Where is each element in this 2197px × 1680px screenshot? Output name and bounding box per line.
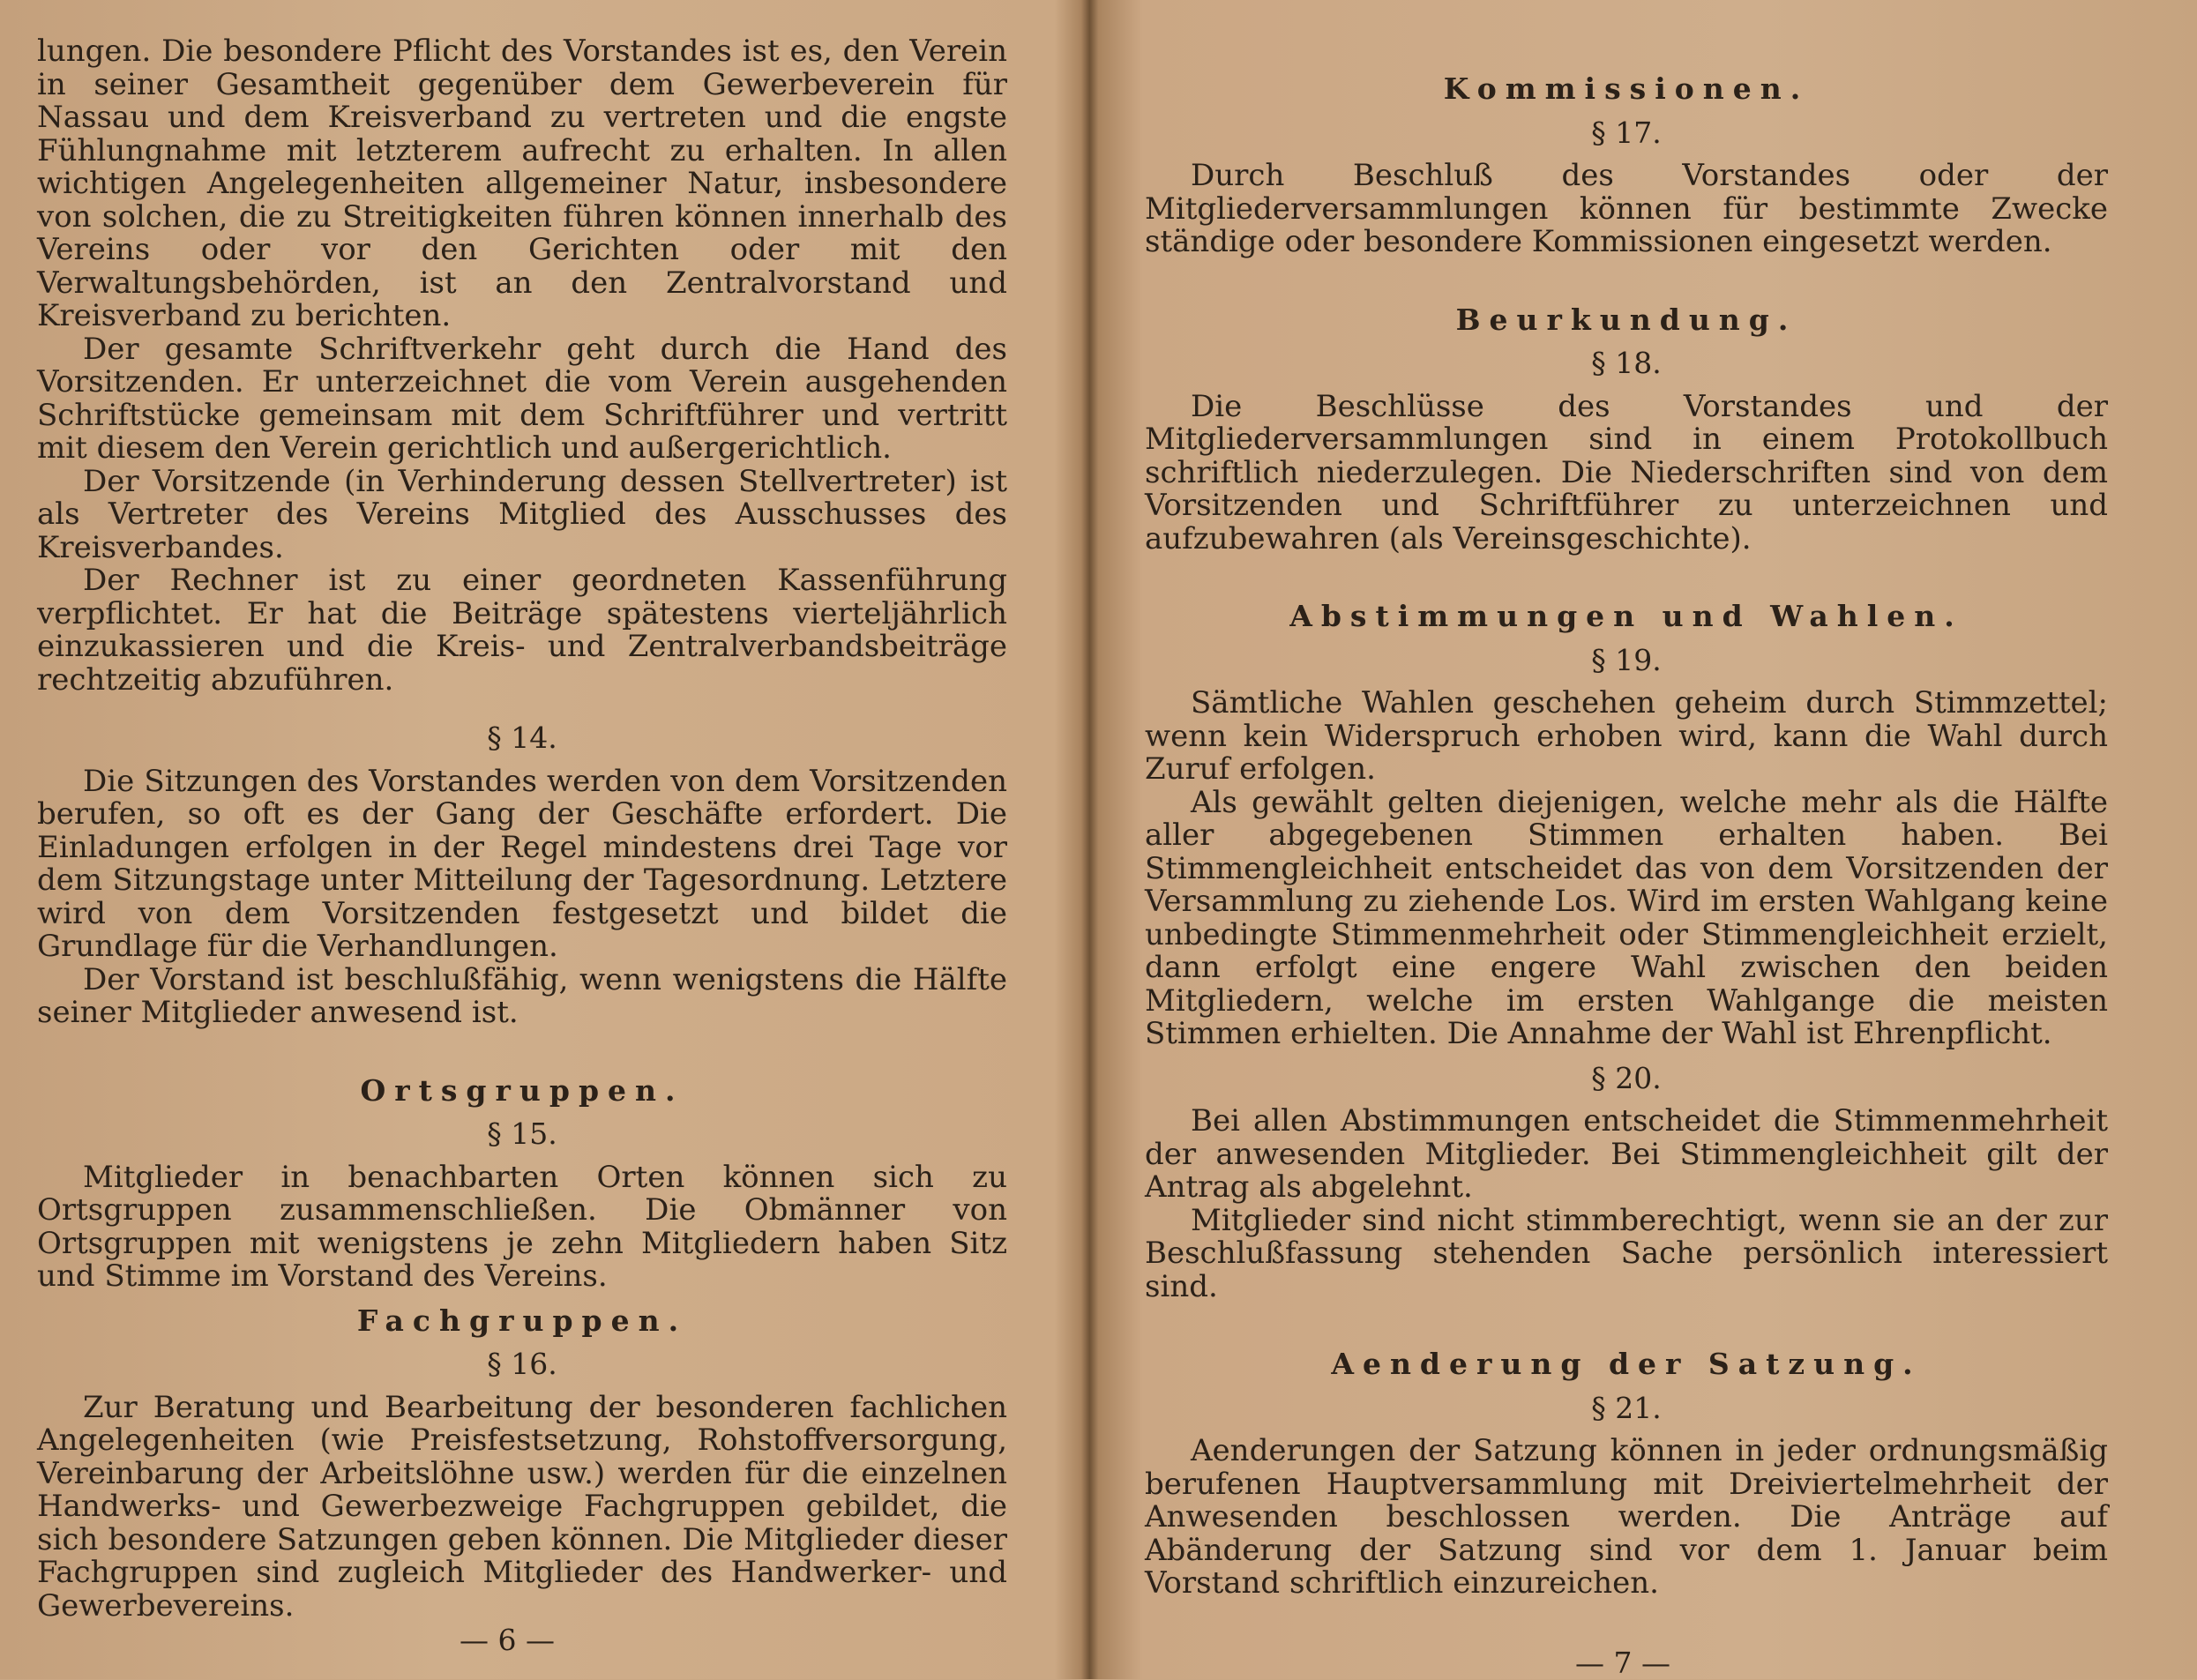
- section-number: § 17.: [1591, 115, 1662, 150]
- paragraph: Der Vorstand ist beschlußfähig, wenn wenigstens die Hälfte seiner Mitglieder anwesend ist.: [37, 961, 1007, 1030]
- section-number: § 14.: [487, 721, 557, 755]
- paragraph: Als gewählt gelten diejenigen, welche mehr als die Hälfte aller abgegebenen Stimmen erhalten haben. Bei Stimmengleichheit entscheidet das von dem Vorsitzenden der Versammlung zu ziehende Los. Wird im ersten Wahlgang keine unbedingte Stimmenmehrheit oder Stimmengleichheit erzielt, dann erfolgt eine engere Wahl zwischen den beiden Mitgliedern, welche im ersten Wahlgange die meisten Stimmen erhielten. Die Annahme der Wahl ist Ehrenpflicht.: [1145, 784, 2108, 1051]
- paragraph: Durch Beschluß des Vorstandes oder der Mitgliederversammlungen können für bestimmte Zwecke ständige oder besondere Kommissionen eingesetzt werden.: [1145, 158, 2108, 259]
- section-number: § 16.: [487, 1347, 557, 1381]
- paragraph: lungen. Die besondere Pflicht des Vorstandes ist es, den Verein in seiner Gesamtheit gegenüber dem Gewerbeverein für Nassau und dem Kreisverband zu vertreten und die engste Fühlungnahme mit letzterem aufrecht zu erhalten. In allen wichtigen Angelegenheiten allgemeiner Natur, insbesondere von solchen, die zu Streitigkeiten führen können innerhalb des Vereins oder vor den Gerichten oder mit den Verwaltungsbehörden, ist an den Zentralvorstand und Kreisverband zu berichten.: [37, 34, 1007, 333]
- paragraph: Mitglieder sind nicht stimmberechtigt, wenn sie an der zur Beschlußfassung stehenden Sache persönlich interessiert sind.: [1145, 1202, 2108, 1304]
- paragraph: Die Beschlüsse des Vorstandes und der Mitgliederversammlungen sind in einem Protokollbuch schriftlich niederzulegen. Die Niederschriften sind von dem Vorsitzenden und Schriftführer zu unterzeichnen und aufzubewahren (als Vereinsgeschichte).: [1145, 388, 2108, 556]
- paragraph: Der gesamte Schriftverkehr geht durch die Hand des Vorsitzenden. Er unterzeichnet die vom Verein ausgehenden Schriftstücke gemeinsam mit dem Schriftführer und vertritt mit diesem den Verein gerichtlich und außergerichtlich.: [37, 331, 1007, 466]
- paragraph: Zur Beratung und Bearbeitung der besonderen fachlichen Angelegenheiten (wie Preisfestsetzung, Rohstoffversorgung, Vereinbarung der Arbeitslöhne usw.) werden für die einzelnen Handwerks- und Gewerbezweige Fachgruppen gebildet, die sich besondere Satzungen geben können. Die Mitglieder dieser Fachgruppen sind zugleich Mitglieder des Handwerker- und Gewerbevereins.: [37, 1389, 1007, 1624]
- right-page: [1145, 35, 2108, 1667]
- paragraph: Die Sitzungen des Vorstandes werden von dem Vorsitzenden berufen, so oft es der Gang der Geschäfte erfordert. Die Einladungen erfolgen in der Regel mindestens drei Tage vor dem Sitzungstage unter Mitteilung der Tagesordnung. Letztere wird von dem Vorsitzenden festgesetzt und bildet die Grundlage für die Verhandlungen.: [37, 763, 1007, 964]
- section-heading: Kommissionen.: [1443, 71, 1810, 106]
- section-heading: Abstimmungen und Wahlen.: [1289, 599, 1963, 633]
- paragraph: Bei allen Abstimmungen entscheidet die Stimmenmehrheit der anwesenden Mitglieder. Bei Stimmengleichheit gilt der Antrag als abgelehnt.: [1145, 1103, 2108, 1205]
- section-number: § 18.: [1591, 346, 1662, 380]
- section-heading: Ortsgruppen.: [360, 1072, 684, 1108]
- left-page: [37, 35, 1007, 1667]
- section-heading: Beurkundung.: [1455, 302, 1797, 337]
- page-number: — 6 —: [460, 1623, 555, 1657]
- section-heading: Aenderung der Satzung.: [1331, 1347, 1922, 1381]
- paragraph: Mitglieder in benachbarten Orten können sich zu Ortsgruppen zusammenschließen. Die Obmänner von Ortsgruppen mit wenigstens je zehn Mitgliedern haben Sitz und Stimme im Vorstand des Vereins.: [37, 1159, 1007, 1294]
- section-number: § 21.: [1591, 1390, 1662, 1425]
- page-number: — 7 —: [1575, 1646, 1670, 1680]
- paragraph: Sämtliche Wahlen geschehen geheim durch Stimmzettel; wenn kein Widerspruch erhoben wird, kann die Wahl durch Zuruf erfolgen.: [1145, 685, 2108, 787]
- paragraph: Aenderungen der Satzung können in jeder ordnungsmäßig berufenen Hauptversammlung mit Dreiviertelmehrheit der Anwesenden beschlossen werden. Die Anträge auf Abänderung der Satzung sind vor dem 1. Januar beim Vorstand schriftlich einzureichen.: [1145, 1433, 2108, 1601]
- paragraph: Der Vorsitzende (in Verhinderung dessen Stellvertreter) ist als Vertreter des Vereins Mitglied des Ausschusses des Kreisverbandes.: [37, 463, 1007, 565]
- section-number: § 19.: [1591, 642, 1662, 677]
- paragraph: Der Rechner ist zu einer geordneten Kassenführung verpflichtet. Er hat die Beiträge spätestens vierteljährlich einzukassieren und die Kreis- und Zentralverbandsbeiträge rechtzeitig abzuführen.: [37, 563, 1007, 698]
- section-number: § 15.: [487, 1116, 557, 1151]
- section-heading: Fachgruppen.: [356, 1303, 688, 1338]
- section-number: § 20.: [1591, 1060, 1662, 1095]
